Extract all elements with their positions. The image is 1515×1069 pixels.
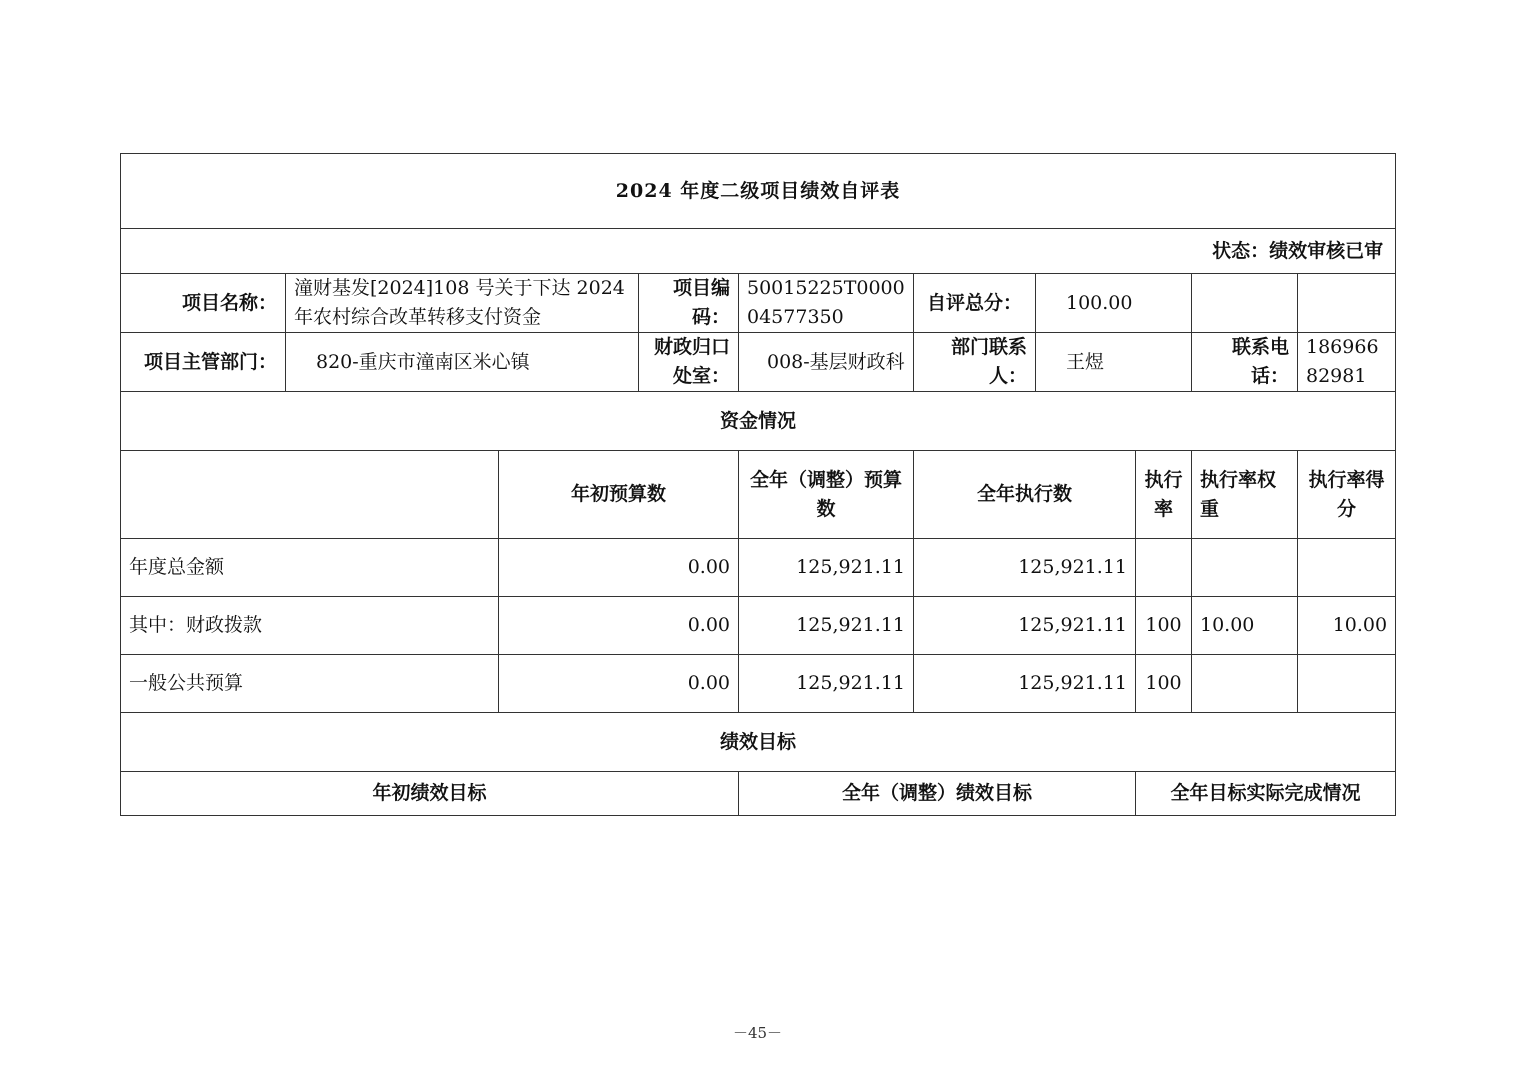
cell-weight: 10.00 [1192, 597, 1298, 655]
empty-cell [1298, 274, 1396, 333]
row-label: 其中：财政拨款 [121, 597, 499, 655]
header-rate-weight: 执行率权重 [1192, 451, 1298, 539]
finance-office-label: 财政归口处室： [639, 333, 739, 392]
cell-score [1298, 539, 1396, 597]
project-code-label: 项目编码： [639, 274, 739, 333]
cell-executed: 125,921.11 [914, 655, 1136, 713]
cell-rate: 100 [1136, 597, 1192, 655]
header-initial-goal: 年初绩效目标 [121, 772, 739, 816]
empty-cell [1192, 274, 1298, 333]
project-name-value: 潼财基发[2024]108 号关于下达 2024 年农村综合改革转移支付资金 [286, 274, 639, 333]
cell-weight [1192, 655, 1298, 713]
score-value: 100.00 [1036, 274, 1192, 333]
cell-adjusted: 125,921.11 [739, 539, 914, 597]
cell-executed: 125,921.11 [914, 539, 1136, 597]
cell-executed: 125,921.11 [914, 597, 1136, 655]
table-row [121, 597, 1396, 655]
cell-score: 10.00 [1298, 597, 1396, 655]
project-code-value: 50015225T000004577350 [739, 274, 914, 333]
cell-initial: 0.00 [499, 655, 739, 713]
header-executed: 全年执行数 [914, 451, 1136, 539]
row-label: 年度总金额 [121, 539, 499, 597]
cell-initial: 0.00 [499, 597, 739, 655]
phone-value: 18696682981 [1298, 333, 1396, 392]
goals-section-title: 绩效目标 [121, 713, 1396, 772]
table-row [121, 655, 1396, 713]
cell-rate [1136, 539, 1192, 597]
funds-header-blank [121, 451, 499, 539]
cell-adjusted: 125,921.11 [739, 655, 914, 713]
form-table [120, 153, 1396, 816]
status-badge: 状态：绩效审核已审 [121, 229, 1396, 274]
header-rate-score: 执行率得分 [1298, 451, 1396, 539]
cell-score [1298, 655, 1396, 713]
cell-weight [1192, 539, 1298, 597]
header-actual-completion: 全年目标实际完成情况 [1136, 772, 1396, 816]
table-row [121, 539, 1396, 597]
project-name-label: 项目名称： [121, 274, 286, 333]
funds-section-title: 资金情况 [121, 392, 1396, 451]
cell-rate: 100 [1136, 655, 1192, 713]
cell-initial: 0.00 [499, 539, 739, 597]
header-adjusted-budget: 全年（调整）预算数 [739, 451, 914, 539]
contact-label: 部门联系人： [914, 333, 1036, 392]
finance-office-value: 008-基层财政科 [739, 333, 914, 392]
score-label: 自评总分： [914, 274, 1036, 333]
cell-adjusted: 125,921.11 [739, 597, 914, 655]
phone-label: 联系电话： [1192, 333, 1298, 392]
evaluation-form [120, 153, 1395, 816]
header-initial-budget: 年初预算数 [499, 451, 739, 539]
dept-label: 项目主管部门： [121, 333, 286, 392]
page-title: 2024 年度二级项目绩效自评表 [121, 154, 1396, 229]
page-number: －45－ [732, 1024, 783, 1042]
dept-value: 820-重庆市潼南区米心镇 [286, 333, 639, 392]
contact-value: 王煜 [1036, 333, 1192, 392]
header-exec-rate: 执行率 [1136, 451, 1192, 539]
row-label: 一般公共预算 [121, 655, 499, 713]
header-adjusted-goal: 全年（调整）绩效目标 [739, 772, 1136, 816]
